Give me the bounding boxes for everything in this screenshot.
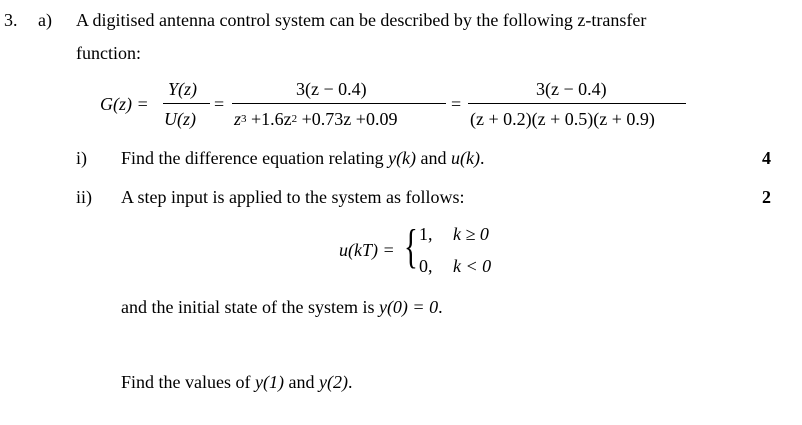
equals-sign-2: = <box>214 94 225 114</box>
fraction1-denominator: U(z) <box>164 109 196 129</box>
question-number: 3. <box>4 10 18 30</box>
fraction1-numerator: Y(z) <box>168 79 198 99</box>
case2-value: 0, <box>419 256 433 276</box>
part-ii-marks: 2 <box>762 187 771 207</box>
find-values-text: Find the values of y(1) and y(2). <box>121 372 353 392</box>
intro-text-line1: A digitised antenna control system can be described by the following z-transfer <box>76 10 647 30</box>
fraction2-numerator: 3(z − 0.4) <box>296 79 367 99</box>
fraction3-bar <box>468 103 686 104</box>
fraction2-bar <box>232 103 446 104</box>
part-i-text: Find the difference equation relating y(k) and u(k). <box>121 148 485 168</box>
fraction3-denominator: (z + 0.2)(z + 0.5)(z + 0.9) <box>470 109 655 129</box>
initial-state-text: and the initial state of the system is y(0) = 0. <box>121 297 443 317</box>
part-label: a) <box>38 10 52 30</box>
equation-lhs: G(z) = <box>100 94 149 114</box>
fraction1-bar <box>163 103 210 104</box>
case1-value: 1, <box>419 224 433 244</box>
case2-condition: k < 0 <box>453 256 492 276</box>
part-i-label: i) <box>76 148 87 168</box>
part-i-marks: 4 <box>762 148 771 168</box>
equals-sign-3: = <box>451 94 462 114</box>
part-ii-label: ii) <box>76 187 92 207</box>
left-brace-icon: { <box>404 220 418 273</box>
case1-condition: k ≥ 0 <box>453 224 489 244</box>
intro-text-line2: function: <box>76 43 141 63</box>
fraction2-denominator: $z^3 +1.6z^2 +0.73z +0.09$ <box>234 109 398 129</box>
fraction3-numerator: 3(z − 0.4) <box>536 79 607 99</box>
part-ii-text: A step input is applied to the system as follows: <box>121 187 465 207</box>
step-input-lhs: u(kT) = <box>339 240 395 260</box>
